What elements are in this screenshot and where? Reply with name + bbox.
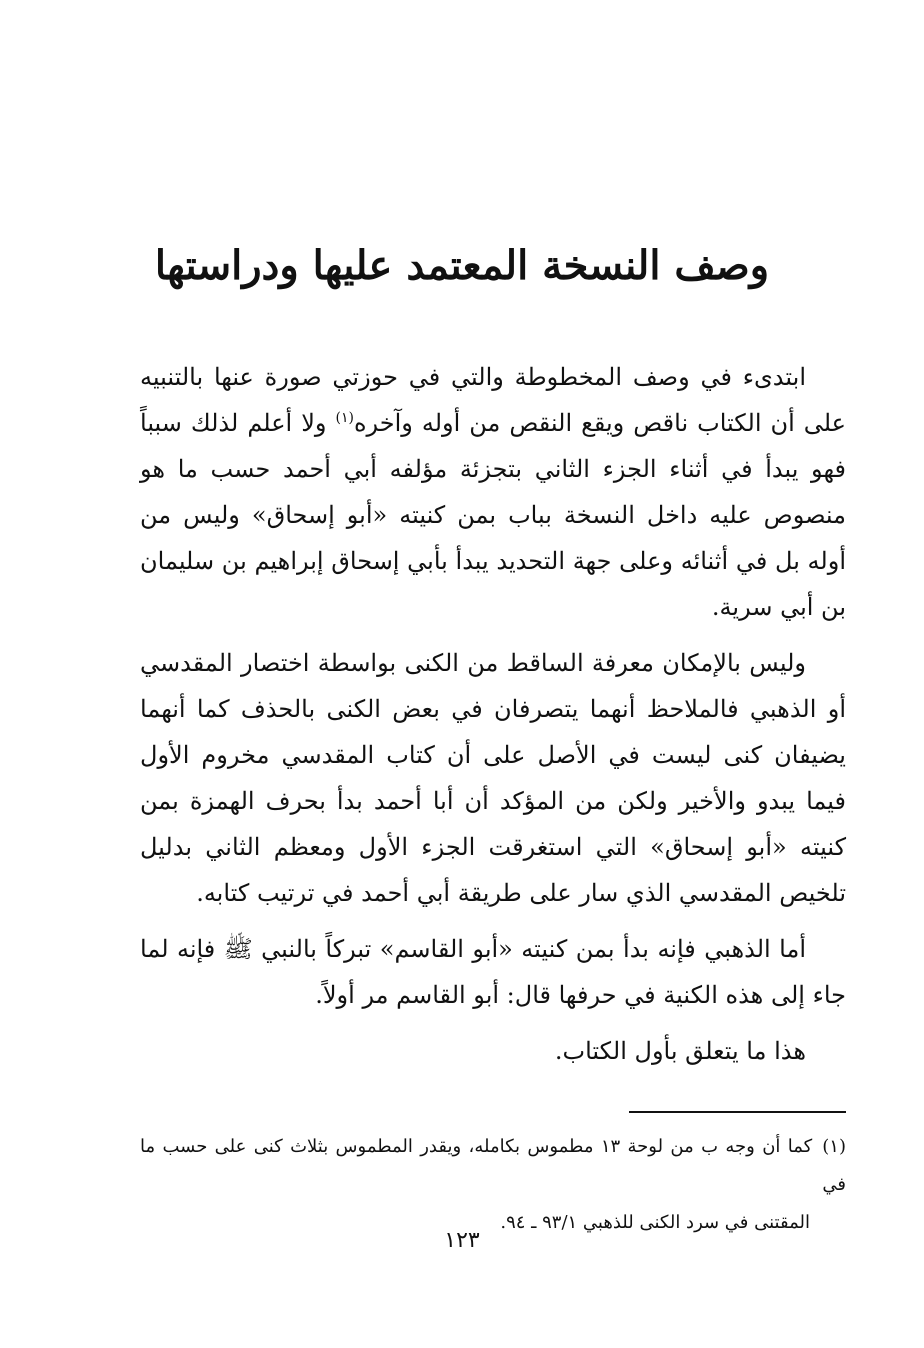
footnote-divider — [629, 1111, 846, 1113]
paragraph-1-part-a: ابتدىء في وصف المخطوطة والتي في حوزتي صورة عنها بالتنبيه على أن الكتاب ناقص ويقع النقص من أوله وآخره — [140, 363, 847, 437]
footnote — [140, 1128, 846, 1242]
footnote-text-line-2: المقتنى في سرد الكنى للذهبي ٩٣/١ ـ ٩٤. — [500, 1212, 810, 1233]
footnote-reference[interactable]: (١) — [335, 410, 354, 426]
paragraph-1-part-b: ولا أعلم لذلك سبباً فهو يبدأ في أثناء الجزء الثاني بتجزئة مؤلفه أبي أحمد حسب ما هو منصوص عليه داخل النسخة بباب بمن كنيته «أبو إسحاق» وليس من أوله بل في أثنائه وعلى جهة التحديد يبدأ بأبي إسحاق إبراهيم بن سليمان بن أبي سرية. — [140, 409, 847, 621]
page-title: وصف النسخة المعتمد عليها ودراستها — [154, 242, 770, 289]
page-number: ١٢٣ — [444, 1228, 480, 1253]
paragraph-4: هذا ما يتعلق بأول الكتاب. — [554, 1037, 806, 1065]
footnote-number: (١) — [822, 1136, 846, 1157]
paragraph-3: أما الذهبي فإنه بدأ بمن كنيته «أبو القاسم» تبركاً بالنبي ﷺ فإنه لما جاء إلى هذه الكنية في حرفها قال: أبو القاسم مر أولاً. — [140, 935, 846, 1009]
paragraph-2: وليس بالإمكان معرفة الساقط من الكنى بواسطة اختصار المقدسي أو الذهبي فالملاحظ أنهما يتصرفان في بعض الكنى بالحذف كما أنهما يضيفان كنى ليست في الأصل على أن كتاب المقدسي مخروم الأول فيما يبدو والأخير ولكن من المؤكد أن أبا أحمد بدأ بحرف الهمزة بمن كنيته «أبو إسحاق» التي استغرقت الجزء الأول ومعظم الثاني بدليل تلخيص المقدسي الذي سار على طريقة أبي أحمد في ترتيب كتابه. — [140, 649, 846, 907]
footnote-text-line-1: كما أن وجه ب من لوحة ١٣ مطموس بكامله، ويقدر المطموس بثلاث كنى على حسب ما في — [140, 1136, 846, 1195]
body-text — [140, 354, 846, 1074]
paragraph-1 — [140, 354, 846, 630]
